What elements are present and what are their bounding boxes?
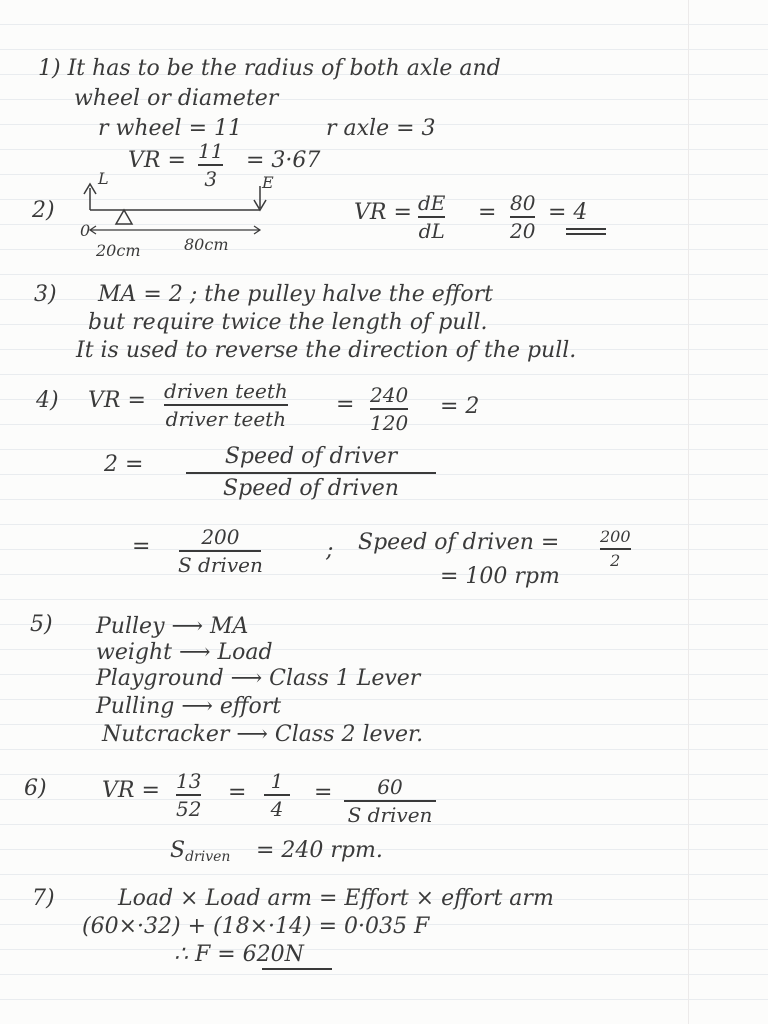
q5-item: Pulley ⟶ MA [96, 614, 249, 639]
q6-fraction-2 [264, 770, 290, 820]
q4-d2: S driven [178, 552, 263, 577]
q4-eq2: = [132, 534, 151, 559]
q4-ratio-num: driven teeth [164, 379, 288, 403]
q2-den: 20 [510, 218, 536, 243]
fraction-bar [600, 548, 631, 550]
q4-n2: 200 [201, 525, 240, 549]
q5-item: Playground ⟶ Class 1 Lever [96, 666, 421, 691]
q6-d2: 4 [270, 796, 284, 821]
q2-number: 2) [32, 198, 55, 223]
q6-s-driven [170, 838, 230, 870]
q6-d1: 52 [176, 796, 202, 821]
q7-line2: (60×·32) + (18×·14) = 0·035 F [82, 914, 430, 939]
q5-number: 5) [30, 612, 53, 637]
q2-de-dl-fraction [418, 192, 445, 242]
q4-speed-num: Speed of driver [224, 444, 398, 469]
q4-eq1: = [336, 392, 355, 417]
q4-sd-num: 200 [600, 527, 631, 546]
q2-effort-label: E [262, 173, 274, 192]
q6-n3: 60 [377, 775, 403, 799]
q4-two-eq: 2 = [104, 452, 144, 477]
q2-fulcrum-label: 0 [80, 221, 91, 240]
q6-fraction-1 [176, 770, 201, 820]
fraction-bar [164, 404, 288, 406]
result-underline [566, 233, 606, 235]
fraction-bar [418, 216, 445, 218]
q7-line1: Load × Load arm = Effort × effort arm [118, 886, 554, 911]
fraction-bar [510, 216, 535, 218]
q4-teeth-fraction [164, 380, 288, 430]
q4-n1: 240 [370, 383, 409, 407]
result-underline [566, 228, 606, 230]
q2-eq: = [478, 200, 497, 225]
q1-vr-num: 11 [198, 139, 224, 163]
q7-line3: ∴ F = 620N [174, 942, 304, 967]
q1-vr-result: = 3·67 [246, 148, 321, 173]
q1-vr-den: 3 [204, 166, 218, 191]
q5-item: Nutcracker ⟶ Class 2 lever. [102, 722, 424, 747]
q3-line2: but require twice the length of pull. [88, 310, 488, 335]
q1-raxle: r axle = 3 [326, 116, 436, 141]
fraction-bar [186, 472, 436, 474]
q6-number: 6) [24, 776, 47, 801]
q4-speed-den: Speed of driven [223, 475, 399, 501]
q6-fraction-3 [344, 776, 436, 826]
q6-n1: 13 [176, 769, 202, 793]
q5-item: Pulling ⟶ effort [96, 694, 282, 719]
q4-teeth-value-fraction [370, 384, 408, 434]
q6-eq2: = [314, 780, 333, 805]
fraction-bar [264, 794, 290, 796]
lever-diagram-svg [60, 166, 290, 260]
q4-r1: = 2 [440, 394, 480, 419]
q5-item: weight ⟶ Load [96, 640, 273, 665]
q2-value-fraction [510, 192, 535, 242]
q3-line1: MA = 2 ; the pulley halve the effort [98, 282, 494, 307]
q6-n2: 1 [270, 769, 284, 793]
q4-sd-den: 2 [610, 550, 621, 570]
q2-result: = 4 [548, 200, 588, 225]
q4-rpm-result: = 100 rpm [440, 564, 560, 589]
q4-semicolon: ; [326, 538, 334, 563]
fraction-bar [179, 550, 261, 552]
q6-vr-label: VR = [102, 778, 160, 803]
q7-number: 7) [32, 886, 55, 911]
q6-d3: S driven [347, 802, 433, 827]
q2-dist-right: 80cm [184, 235, 229, 254]
q4-number: 4) [36, 388, 59, 413]
fraction-bar [344, 800, 436, 802]
q2-dl: dL [418, 218, 445, 243]
q6-result: = 240 rpm. [256, 838, 383, 863]
q3-line3: It is used to reverse the direction of the pull. [76, 338, 577, 363]
q2-num: 80 [510, 191, 536, 215]
fraction-bar [370, 408, 408, 410]
answer-underline [262, 968, 332, 970]
q1-rwheel: r wheel = 11 [98, 116, 242, 141]
q4-vr-label: VR = [88, 388, 146, 413]
q2-dist-left: 20cm [96, 241, 141, 260]
q1-line2: wheel or diameter [74, 86, 279, 111]
fraction-bar [176, 794, 201, 796]
q4-sd-fraction [600, 528, 631, 570]
q4-d1: 120 [370, 410, 409, 435]
q3-number: 3) [34, 282, 57, 307]
q2-vr-label: VR = [354, 200, 412, 225]
q4-speed-fraction [186, 444, 436, 502]
fraction-bar [198, 164, 223, 166]
q2-de: dE [418, 191, 446, 215]
q1-line1: 1) It has to be the radius of both axle and [38, 56, 501, 81]
lever-diagram [60, 166, 290, 264]
q4-speed-driven-label: Speed of driven = [358, 530, 560, 555]
q6-s-sub: driven [185, 849, 231, 865]
q4-ratio-den: driver teeth [165, 406, 287, 431]
q1-vr-label: VR = [128, 148, 186, 173]
q2-load-label: L [98, 169, 109, 188]
q4-200-fraction [178, 526, 263, 576]
margin-line [688, 0, 689, 1024]
q6-s: S [170, 838, 186, 863]
fulcrum-icon [116, 210, 132, 224]
q6-eq1: = [228, 780, 247, 805]
